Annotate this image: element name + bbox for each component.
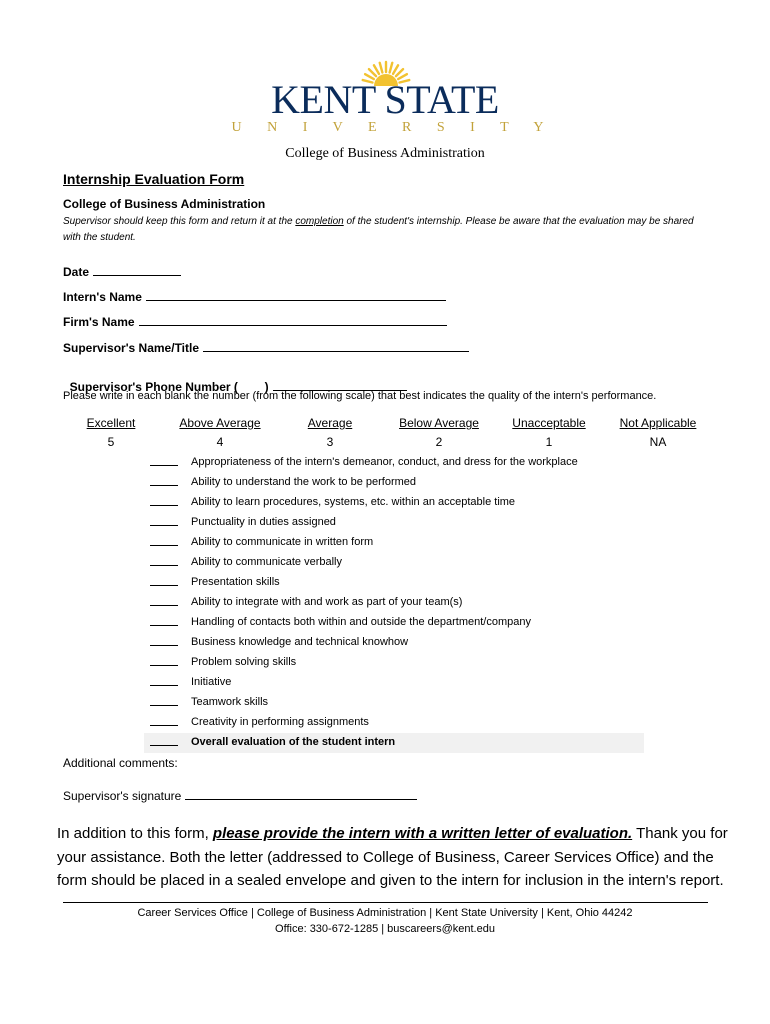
firm-name-line[interactable] [139,314,447,326]
rating-blank[interactable] [150,453,178,466]
scale-value-1: 1 [545,435,553,449]
evaluation-item: Problem solving skills [150,653,644,673]
rating-blank[interactable] [150,653,178,666]
scale-value-na: NA [649,435,667,449]
rating-blank[interactable] [150,553,178,566]
scale-label-average: Average [307,416,353,430]
rating-blank[interactable] [150,633,178,646]
evaluation-item: Ability to understand the work to be performed [150,473,644,493]
additional-comments-label: Additional comments: [63,756,178,770]
evaluation-item: Handling of contacts both within and outside the department/company [150,613,644,633]
footer-divider [63,902,708,903]
evaluation-item: Punctuality in duties assigned [150,513,644,533]
firm-name-label: Firm's Name [63,315,135,329]
supervisor-note: Supervisor should keep this form and return it at the completion of the student's internship. Please be aware that the evaluation may be shared with the student. [63,216,694,243]
rating-blank[interactable] [150,613,178,626]
evaluation-item: Appropriateness of the intern's demeanor, conduct, and dress for the workplace [150,453,644,473]
university-logo [0,60,770,140]
evaluation-item: Ability to integrate with and work as part of your team(s) [150,593,644,613]
scale-label-unacceptable: Unacceptable [512,416,586,430]
signature-label: Supervisor's signature [63,789,182,803]
rating-blank[interactable] [150,533,178,546]
signature-line[interactable] [185,788,417,800]
intern-name-line[interactable] [146,289,446,301]
date-label: Date [63,265,90,279]
overall-evaluation-item: Overall evaluation of the student intern [144,733,644,753]
completion-underline: completion [295,216,344,227]
rating-blank[interactable] [150,593,178,606]
rating-blank[interactable] [150,473,178,486]
supervisor-name-field[interactable] [63,340,469,355]
evaluation-item: Initiative [150,673,644,693]
form-subtitle: College of Business Administration [63,197,266,211]
rating-blank[interactable] [150,713,178,726]
logo-wordmark: KENT STATE [271,77,499,122]
closing-paragraph: In addition to this form, please provide the intern with a written letter of evaluation. Thank you for your assistance. Both the letter (addressed to College of Business, Career Services Office) and the form should be placed in a sealed envelope and given to the intern for inclusion in the intern's report. [57,825,728,889]
evaluation-item: Teamwork skills [150,693,644,713]
rating-blank[interactable] [150,733,178,746]
supervisor-name-line[interactable] [203,340,469,352]
evaluation-item: Business knowledge and technical knowhow [150,633,644,653]
date-line[interactable] [93,264,181,276]
college-heading: College of Business Administration [285,146,485,161]
scale-value-5: 5 [107,435,115,449]
scale-label-excellent: Excellent [86,416,136,430]
evaluation-item: Presentation skills [150,573,644,593]
signature-field[interactable] [63,788,417,803]
supervisor-name-label: Supervisor's Name/Title [63,341,200,355]
scale-value-3: 3 [326,435,334,449]
scale-instructions: Please write in each blank the number (from the following scale) that best indicates the quality of the intern's performance. [63,390,657,402]
rating-blank[interactable] [150,493,178,506]
rating-blank[interactable] [150,693,178,706]
intern-name-label: Intern's Name [63,290,142,304]
footer-contact: Office: 330-672-1285 | buscareers@kent.edu [275,923,495,935]
logo-subtitle: U N I V E R S I T Y [231,120,555,135]
scale-label-below-average: Below Average [399,416,479,430]
firm-name-field[interactable] [63,314,447,329]
scale-value-4: 4 [216,435,224,449]
date-field[interactable] [63,264,181,279]
evaluation-item: Ability to communicate in written form [150,533,644,553]
rating-blank[interactable] [150,573,178,586]
supervisor-phone-label: Supervisor's Phone Number ( ) [69,380,269,394]
intern-name-field[interactable] [63,289,446,304]
scale-label-above-average: Above Average [179,416,261,430]
evaluation-item: Ability to communicate verbally [150,553,644,573]
scale-value-2: 2 [435,435,443,449]
evaluation-item: Ability to learn procedures, systems, etc. within an acceptable time [150,493,644,513]
evaluation-item: Creativity in performing assignments [150,713,644,733]
rating-blank[interactable] [150,513,178,526]
footer-address: Career Services Office | College of Business Administration | Kent State University | Kent, Ohio 44242 [137,907,633,919]
rating-blank[interactable] [150,673,178,686]
form-title: Internship Evaluation Form [63,171,245,187]
scale-label-not-applicable: Not Applicable [619,416,697,430]
closing-emphasis: please provide the intern with a written letter of evaluation. [212,825,633,842]
